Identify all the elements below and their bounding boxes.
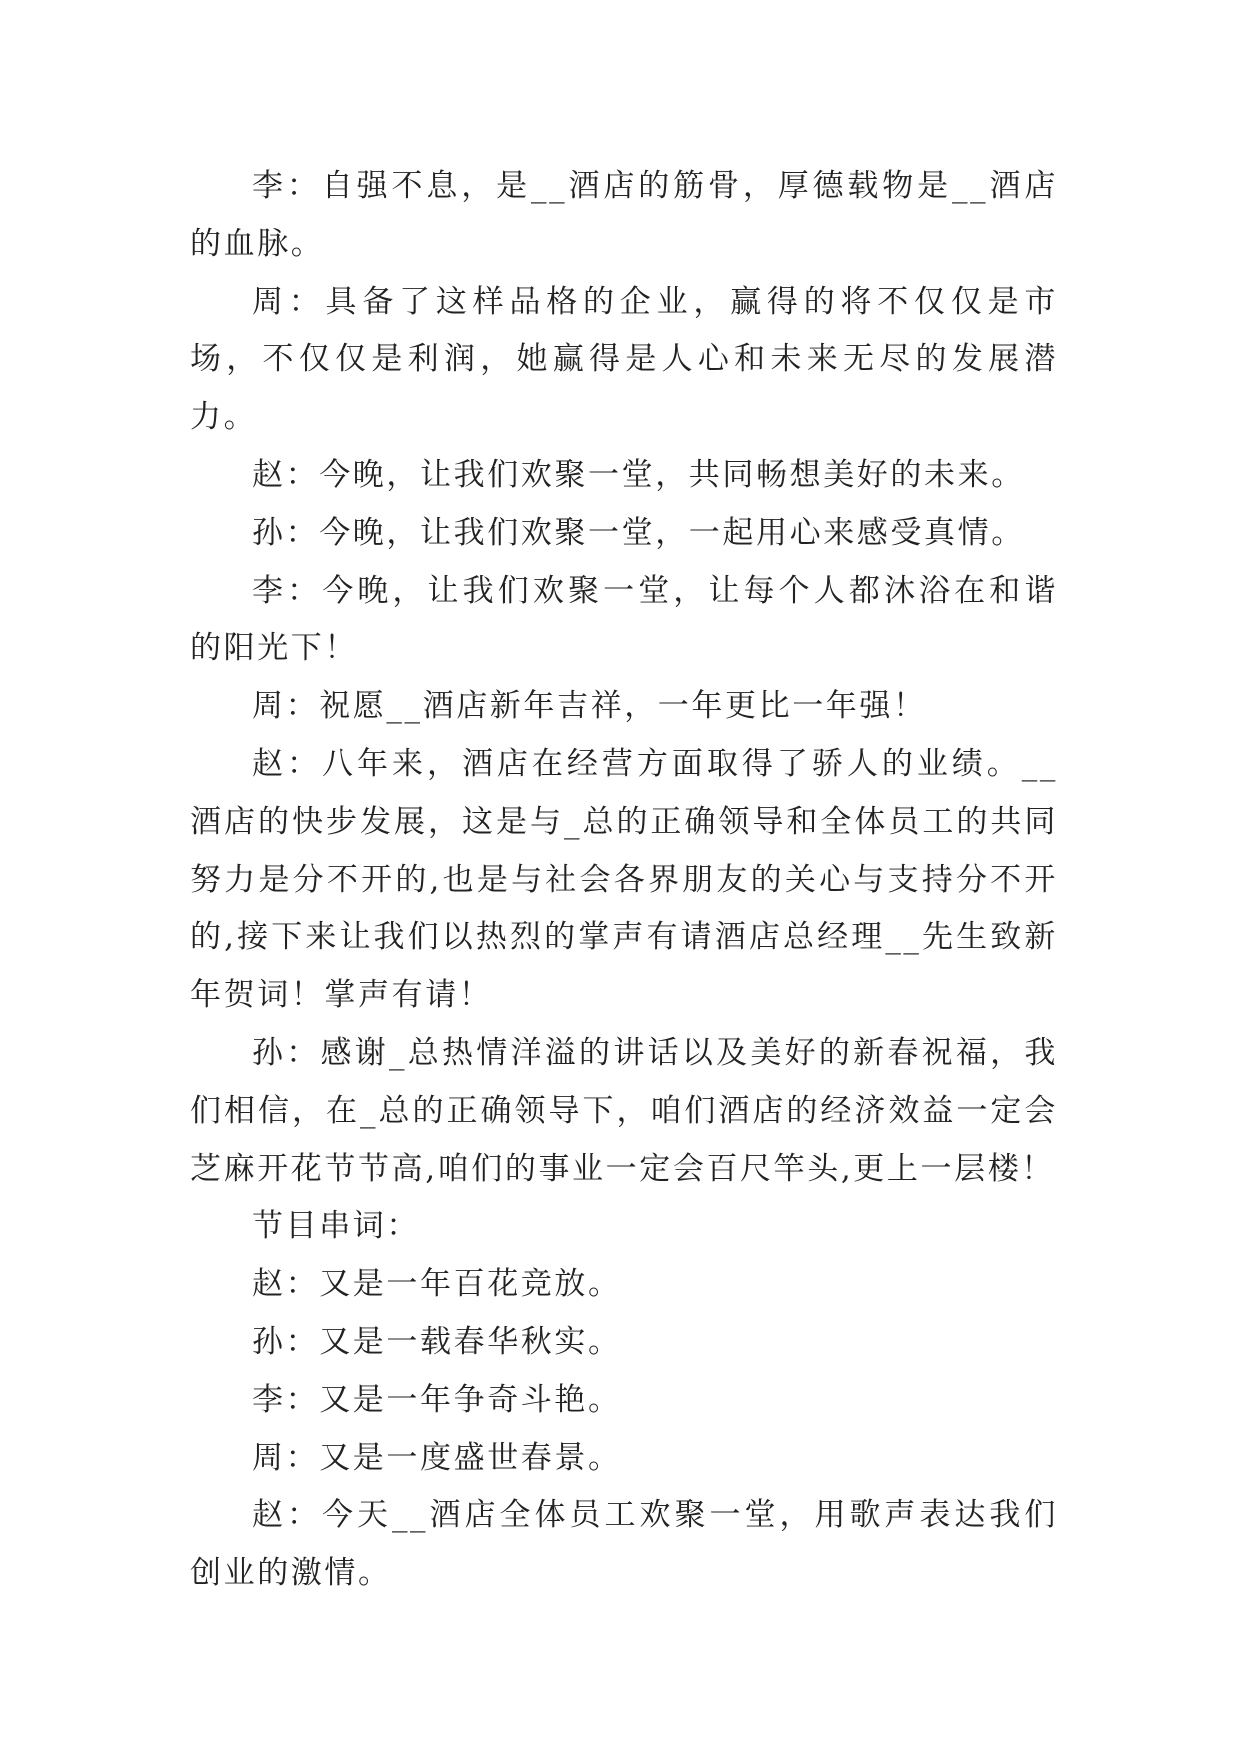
- paragraph: 赵：八年来，酒店在经营方面取得了骄人的业绩。__酒店的快步发展，这是与_总的正确领导和全体员工的共同努力是分不开的,也是与社会各界朋友的关心与支持分不开的,接下来让我们以热烈的掌声有请酒店总经理__先生致新年贺词！掌声有请！: [190, 745, 1058, 1014]
- section-label: 节目串词：: [252, 1208, 420, 1245]
- paragraph: 赵：今天__酒店全体员工欢聚一堂，用歌声表达我们创业的激情。: [190, 1497, 1058, 1592]
- paragraph: 李：今晚，让我们欢聚一堂，让每个人都沐浴在和谐的阳光下！: [190, 572, 1058, 667]
- paragraph: 赵：又是一年百花竞放。: [252, 1266, 622, 1303]
- paragraph: 孙：感谢_总热情洋溢的讲话以及美好的新春祝福，我们相信，在_总的正确领导下，咱们酒店的经济效益一定会芝麻开花节节高,咱们的事业一定会百尺竿头,更上一层楼！: [190, 1034, 1058, 1187]
- paragraph: 赵：今晚，让我们欢聚一堂，共同畅想美好的未来。: [252, 456, 1025, 493]
- document-body: [190, 158, 1058, 1603]
- paragraph: 李：又是一年争奇斗艳。: [252, 1381, 622, 1418]
- paragraph: 孙：又是一载春华秋实。: [252, 1323, 622, 1360]
- paragraph: 周：祝愿__酒店新年吉祥，一年更比一年强！: [252, 688, 927, 725]
- paragraph: 孙：今晚，让我们欢聚一堂，一起用心来感受真情。: [252, 514, 1025, 551]
- paragraph: 周：又是一度盛世春景。: [252, 1439, 622, 1476]
- paragraph: 李：自强不息，是__酒店的筋骨，厚德载物是__酒店的血脉。: [190, 168, 1058, 262]
- paragraph: 周：具备了这样品格的企业，赢得的将不仅仅是市场，不仅仅是利润，她赢得是人心和未来无尽的发展潜力。: [190, 283, 1058, 436]
